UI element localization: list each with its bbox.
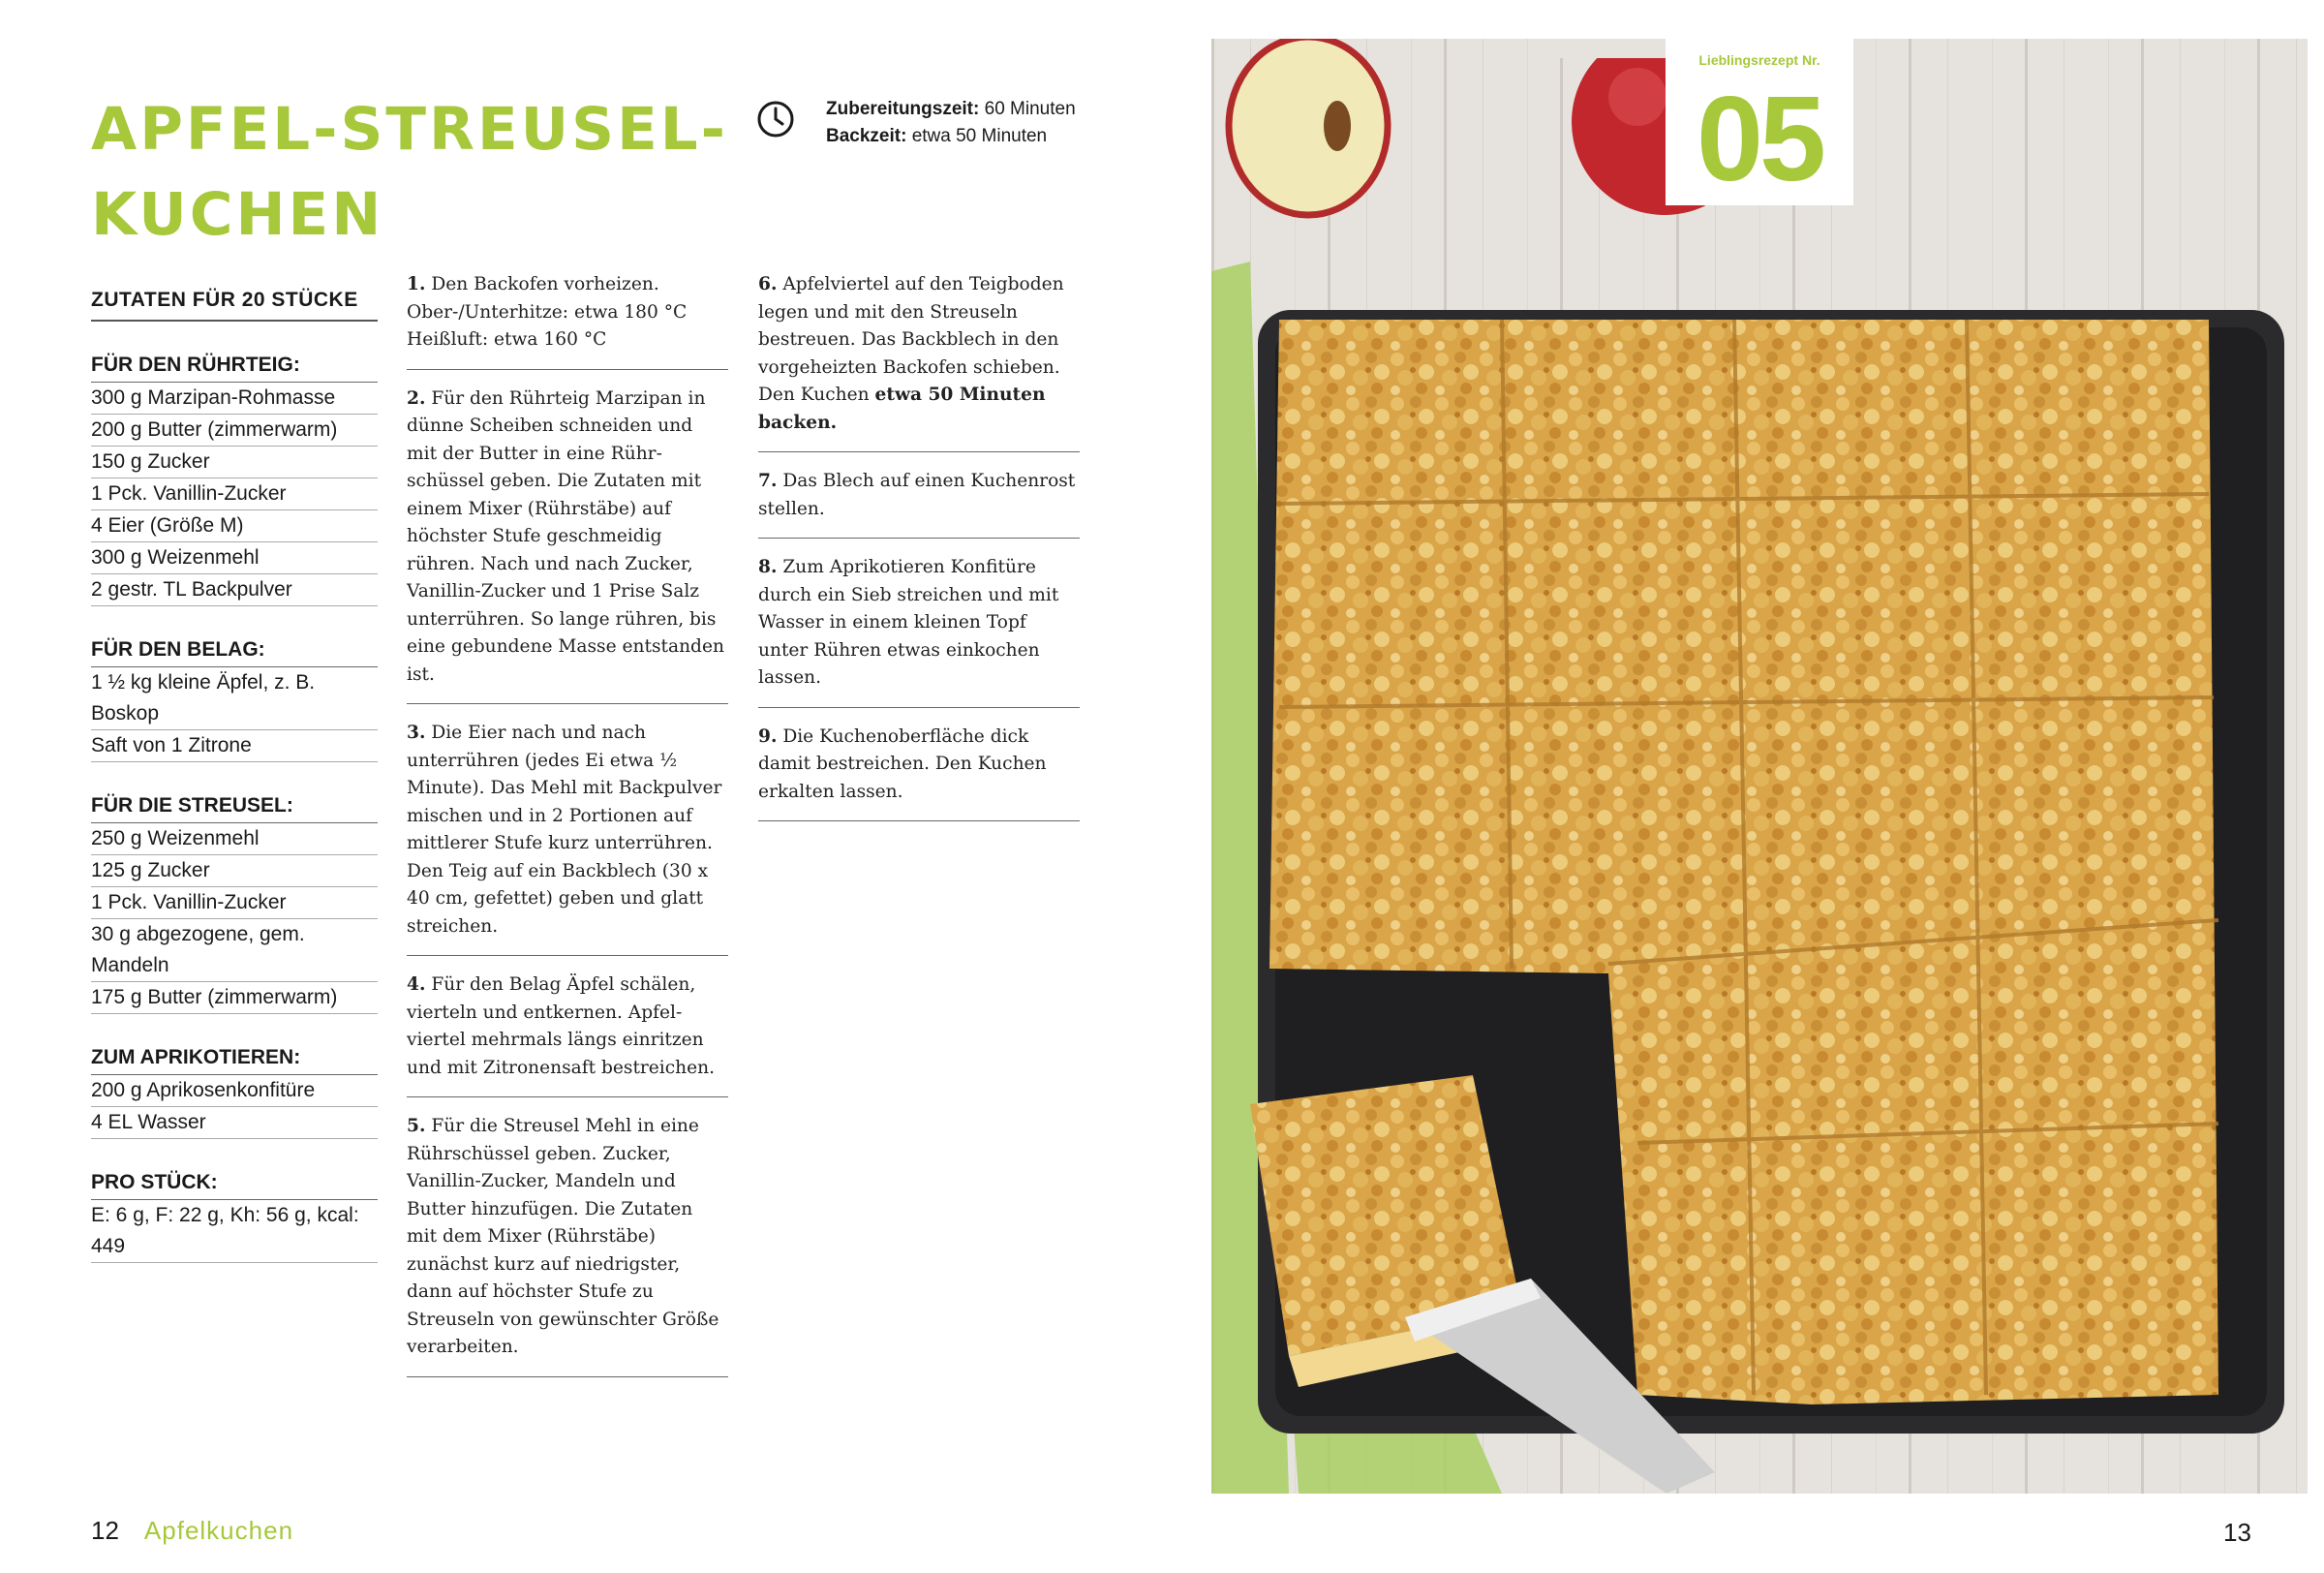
footer-left [91,1516,293,1546]
step-7: 7. Das Blech auf einen Kuchenrost stellen. [758,468,1080,539]
cake-photo [1211,39,2308,1494]
step-1: 1. Den Backofen vorheizen. Ober-/Unterhitze: etwa 180 °C Heißluft: etwa 160 °C [407,271,728,370]
ingredient-item: 125 g Zucker [91,855,378,887]
page-number-left: 12 [91,1516,119,1545]
steps-column-1 [407,271,728,1393]
ingredient-item: 4 EL Wasser [91,1107,378,1139]
nutrition-values: E: 6 g, F: 22 g, Kh: 56 g, kcal: 449 [91,1200,378,1263]
badge-number: 05 [1697,73,1822,206]
recipe-title [91,87,728,258]
prep-time: Zubereitungszeit: 60 Minuten [826,99,1076,119]
bake-time: Backzeit: etwa 50 Minuten [826,126,1048,146]
ingredient-group-ruehrteig [91,349,378,606]
ingredient-item: 1 Pck. Vanillin-Zucker [91,887,378,919]
ingredient-group-title: FÜR DEN RÜHRTEIG: [91,349,378,383]
ingredient-group-title: FÜR DIE STREUSEL: [91,789,378,823]
title-line-2: KUCHEN [91,180,384,249]
ingredients-column [91,281,378,1290]
ingredient-item: Saft von 1 Zitrone [91,730,378,762]
clock-icon [756,100,795,139]
ingredients-heading: ZUTATEN FÜR 20 STÜCKE [91,281,378,322]
step-4: 4. Für den Belag Äpfel schälen, vierteln und entkernen. Apfelviertel mehrmals längs einritzen und mit Zitronensaft bestreichen. [407,972,728,1097]
cake-illustration [1211,39,2308,1494]
step-3: 3. Die Eier nach und nach unterrühren (jedes Ei etwa ½ Minute). Das Mehl mit Backpulver mischen und in 2 Portionen auf mittlerer Stufe kurz unterrühren. Den Teig auf ein Backblech (30 x 40 cm, gefettet) geben und glatt streichen. [407,720,728,956]
step-9: 9. Die Kuchenoberfläche dick damit bestreichen. Den Kuchen erkalten lassen. [758,724,1080,822]
ingredient-item: 30 g abgezogene, gem. Mandeln [91,919,378,982]
step-8: 8. Zum Aprikotieren Konfitüre durch ein Sieb streichen und mit Wasser in einem kleinen Topf unter Rühren etwas einkochen lassen. [758,554,1080,708]
ingredient-item: 200 g Butter (zimmerwarm) [91,415,378,447]
step-5: 5. Für die Streusel Mehl in eine Rührschüssel geben. Zucker, Vanillin-Zucker, Mandeln und Butter hinzufügen. Die Zutaten mit dem Mixer (Rührstäbe) zunächst kurz auf niedrigster, dann auf höchster Stufe zu Streuseln von gewünschter Größe verarbeiten. [407,1113,728,1377]
ingredient-item: 300 g Marzipan-Rohmasse [91,383,378,415]
ingredient-group-aprikotieren [91,1041,378,1139]
ingredient-item: 1 ½ kg kleine Äpfel, z. B. Boskop [91,667,378,730]
ingredient-item: 200 g Aprikosenkonfitüre [91,1075,378,1107]
ingredient-item: 250 g Weizenmehl [91,823,378,855]
steps-column-2 [758,271,1080,837]
ingredient-item: 4 Eier (Größe M) [91,510,378,542]
ingredient-group-title: FÜR DEN BELAG: [91,633,378,667]
title-line-1: APFEL-STREUSEL- [91,95,728,164]
ingredient-group-nutrition [91,1166,378,1263]
step-6: 6. Apfelviertel auf den Teigboden legen und mit den Streuseln bestreuen. Das Backblech in den vorgeheizten Backofen schieben. Den Kuchen etwa 50 Minuten backen. [758,271,1080,452]
ingredient-item: 2 gestr. TL Backpulver [91,574,378,606]
ingredient-group-title: PRO STÜCK: [91,1166,378,1200]
section-name: Apfelkuchen [143,1516,294,1545]
ingredient-item: 150 g Zucker [91,447,378,478]
ingredient-group-title: ZUM APRIKOTIEREN: [91,1041,378,1075]
ingredient-item: 300 g Weizenmehl [91,542,378,574]
ingredient-group-belag [91,633,378,762]
ingredient-item: 1 Pck. Vanillin-Zucker [91,478,378,510]
ingredient-item: 175 g Butter (zimmerwarm) [91,982,378,1014]
favorite-badge [1666,39,1853,205]
page-number-right: 13 [2223,1518,2251,1547]
badge-label: Lieblingsrezept Nr. [1698,52,1820,68]
ingredient-group-streusel [91,789,378,1014]
step-2: 2. Für den Rührteig Marzipan in dünne Scheiben schneiden und mit der Butter in eine Rührschüssel geben. Die Zutaten mit einem Mixer (Rührstäbe) auf höchster Stufe geschmeidig rühren. Nach und nach Zucker, Vanillin-Zucker und 1 Prise Salz unterrühren. So lange rühren, bis eine gebundene Masse entstanden ist. [407,386,728,705]
